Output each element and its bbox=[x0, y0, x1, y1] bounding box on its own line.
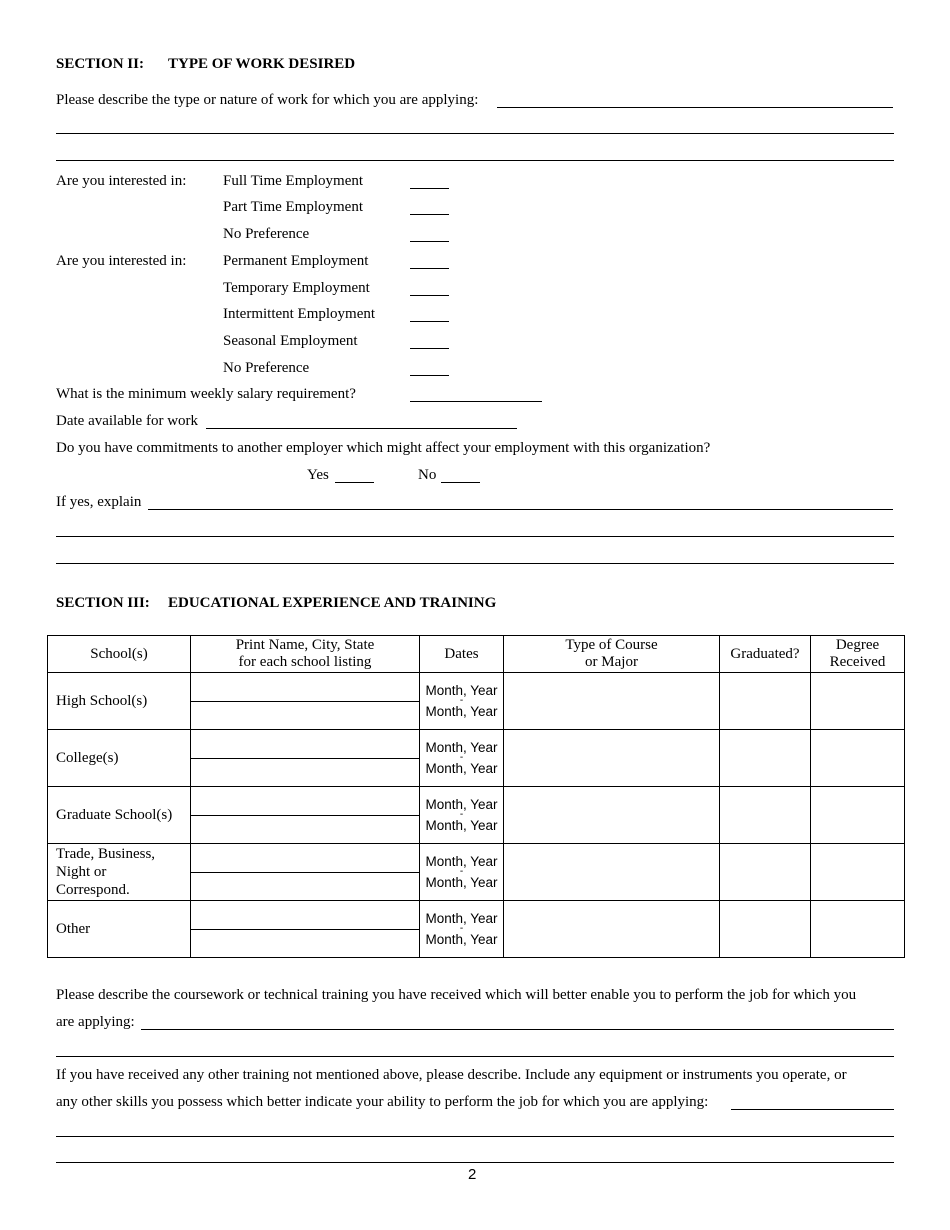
dates-cell[interactable]: Month, Year - Month, Year bbox=[420, 787, 504, 844]
option-part-time: Part Time Employment bbox=[223, 199, 364, 215]
option-temporary: Temporary Employment bbox=[223, 280, 370, 296]
describe-work-line-3[interactable] bbox=[56, 160, 894, 161]
no-preference-1-blank[interactable] bbox=[410, 241, 449, 242]
course-cell[interactable] bbox=[504, 901, 720, 958]
school-name-line-2[interactable] bbox=[191, 873, 419, 901]
course-cell[interactable] bbox=[504, 844, 720, 901]
section-3-title: EDUCATIONAL EXPERIENCE AND TRAINING bbox=[168, 595, 497, 611]
page-number: 2 bbox=[468, 1166, 477, 1183]
school-name-cell bbox=[191, 901, 420, 958]
coursework-prompt-line-1: Please describe the coursework or technical training you have received which will better enable you to perform the job for which you bbox=[56, 987, 857, 1003]
school-name-line-1[interactable] bbox=[191, 787, 419, 816]
education-table bbox=[47, 635, 905, 958]
intermittent-blank[interactable] bbox=[410, 321, 449, 322]
table-row bbox=[48, 673, 905, 730]
option-intermittent: Intermittent Employment bbox=[223, 306, 376, 322]
header-print-name: Print Name, City, State for each school listing bbox=[191, 636, 420, 673]
graduated-cell[interactable] bbox=[720, 844, 811, 901]
header-degree: Degree Received bbox=[811, 636, 905, 673]
section-2-number: SECTION II: bbox=[56, 56, 144, 72]
other-training-prompt-line-1: If you have received any other training not mentioned above, please describe. Include any equipment or instruments you operate, or bbox=[56, 1067, 847, 1083]
explain-line-2[interactable] bbox=[56, 536, 894, 537]
seasonal-blank[interactable] bbox=[410, 348, 449, 349]
row-label-college: College(s) bbox=[48, 730, 191, 787]
no-preference-2-blank[interactable] bbox=[410, 375, 449, 376]
graduated-cell[interactable] bbox=[720, 901, 811, 958]
section-2-title: TYPE OF WORK DESIRED bbox=[168, 56, 356, 72]
row-label-other: Other bbox=[48, 901, 191, 958]
school-name-cell bbox=[191, 673, 420, 730]
interest-label-1: Are you interested in: bbox=[56, 173, 187, 189]
school-name-line-1[interactable] bbox=[191, 673, 419, 702]
dates-cell[interactable]: Month, Year - Month, Year bbox=[420, 844, 504, 901]
dates-cell[interactable]: Month, Year - Month, Year bbox=[420, 901, 504, 958]
part-time-blank[interactable] bbox=[410, 214, 449, 215]
header-course: Type of Course or Major bbox=[504, 636, 720, 673]
option-no-preference-2: No Preference bbox=[223, 360, 310, 376]
school-name-line-1[interactable] bbox=[191, 844, 419, 873]
permanent-blank[interactable] bbox=[410, 268, 449, 269]
course-cell[interactable] bbox=[504, 787, 720, 844]
date-available-field[interactable] bbox=[206, 428, 517, 429]
no-blank[interactable] bbox=[441, 482, 480, 483]
option-seasonal: Seasonal Employment bbox=[223, 333, 358, 349]
school-name-line-1[interactable] bbox=[191, 901, 419, 930]
table-row bbox=[48, 901, 905, 958]
graduated-cell[interactable] bbox=[720, 730, 811, 787]
dates-cell[interactable]: Month, Year - Month, Year bbox=[420, 673, 504, 730]
section-3-number: SECTION III: bbox=[56, 595, 150, 611]
graduated-cell[interactable] bbox=[720, 787, 811, 844]
option-no-preference-1: No Preference bbox=[223, 226, 310, 242]
row-label-trade: Trade, Business, Night or Correspond. bbox=[48, 844, 191, 901]
coursework-field[interactable] bbox=[141, 1029, 894, 1030]
yes-blank[interactable] bbox=[335, 482, 374, 483]
coursework-prompt-line-2: are applying: bbox=[56, 1014, 135, 1030]
table-header-row bbox=[48, 636, 905, 673]
table-row bbox=[48, 844, 905, 901]
row-label-graduate-school: Graduate School(s) bbox=[48, 787, 191, 844]
other-training-field[interactable] bbox=[731, 1109, 894, 1110]
course-cell[interactable] bbox=[504, 730, 720, 787]
school-name-line-2[interactable] bbox=[191, 702, 419, 730]
commitments-prompt: Do you have commitments to another employer which might affect your employment with this organization? bbox=[56, 440, 711, 456]
other-training-line-2[interactable] bbox=[56, 1136, 894, 1137]
coursework-line-2[interactable] bbox=[56, 1056, 894, 1057]
degree-cell[interactable] bbox=[811, 787, 905, 844]
interest-label-2: Are you interested in: bbox=[56, 253, 187, 269]
dates-cell[interactable]: Month, Year - Month, Year bbox=[420, 730, 504, 787]
school-name-line-2[interactable] bbox=[191, 816, 419, 844]
school-name-cell bbox=[191, 844, 420, 901]
school-name-line-1[interactable] bbox=[191, 730, 419, 759]
no-label: No bbox=[418, 467, 437, 483]
degree-cell[interactable] bbox=[811, 901, 905, 958]
describe-work-field[interactable] bbox=[497, 107, 893, 108]
date-available-prompt: Date available for work bbox=[56, 413, 199, 429]
full-time-blank[interactable] bbox=[410, 188, 449, 189]
school-name-line-2[interactable] bbox=[191, 930, 419, 958]
school-name-cell bbox=[191, 787, 420, 844]
header-dates: Dates bbox=[420, 636, 504, 673]
header-graduated: Graduated? bbox=[720, 636, 811, 673]
graduated-cell[interactable] bbox=[720, 673, 811, 730]
explain-line-3[interactable] bbox=[56, 563, 894, 564]
degree-cell[interactable] bbox=[811, 844, 905, 901]
table-row bbox=[48, 730, 905, 787]
describe-work-prompt: Please describe the type or nature of work for which you are applying: bbox=[56, 92, 479, 108]
table-row bbox=[48, 787, 905, 844]
salary-field[interactable] bbox=[410, 401, 542, 402]
explain-prompt: If yes, explain bbox=[56, 494, 142, 510]
course-cell[interactable] bbox=[504, 673, 720, 730]
temporary-blank[interactable] bbox=[410, 295, 449, 296]
explain-field[interactable] bbox=[148, 509, 893, 510]
salary-prompt: What is the minimum weekly salary requirement? bbox=[56, 386, 356, 402]
yes-label: Yes bbox=[307, 467, 329, 483]
describe-work-line-2[interactable] bbox=[56, 133, 894, 134]
row-label-high-school: High School(s) bbox=[48, 673, 191, 730]
degree-cell[interactable] bbox=[811, 673, 905, 730]
other-training-line-3[interactable] bbox=[56, 1162, 894, 1163]
option-permanent: Permanent Employment bbox=[223, 253, 369, 269]
other-training-prompt-line-2: any other skills you possess which better indicate your ability to perform the job for which you are applying: bbox=[56, 1094, 709, 1110]
degree-cell[interactable] bbox=[811, 730, 905, 787]
header-school: School(s) bbox=[48, 636, 191, 673]
option-full-time: Full Time Employment bbox=[223, 173, 364, 189]
school-name-cell bbox=[191, 730, 420, 787]
school-name-line-2[interactable] bbox=[191, 759, 419, 787]
